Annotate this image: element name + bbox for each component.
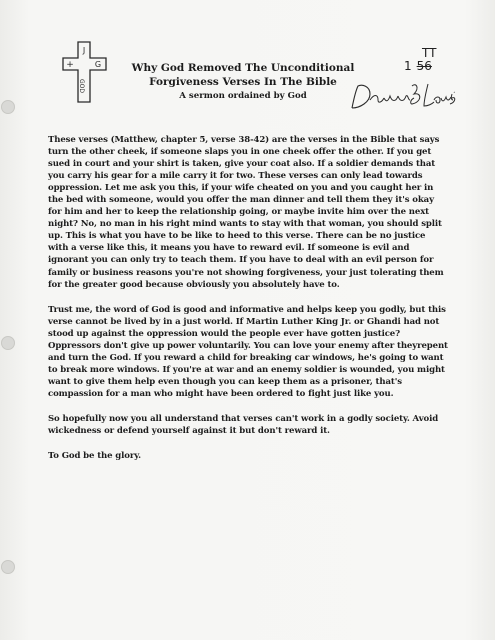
- author-signature: [348, 80, 458, 114]
- subtitle: A sermon ordained by God: [179, 91, 307, 101]
- cross-letter-plus: +: [66, 60, 74, 70]
- title-line-1: Why God Removed The Unconditional: [131, 62, 355, 74]
- page-number-struck: 56: [416, 59, 432, 73]
- title-line-2: Forgiveness Verses In The Bible: [149, 76, 337, 88]
- cross-letter-j: J: [82, 46, 86, 55]
- sermon-header: [118, 61, 368, 103]
- paragraph-2: Trust me, the word of God is good and informative and helps keep you godly, but this verse cannot be lived by in a just world. If Martin Luther King Jr. or Ghandi had not stood up against the oppression would the people ever have gotten justice? Oppressors don't give up power voluntarily. You can love your enemy after theyrepent and turn the God. If you reward a child for breaking car windows, he's going to want to break more windows. If you're at war and an enemy soldier is wounded, you might want to give them help even though you can keep them as a prisoner, that's compassion for a man who might have been ordered to fight just like you.: [48, 304, 448, 399]
- page-number-current: 1: [404, 59, 412, 73]
- cross-letter-g: G: [94, 60, 102, 69]
- cross-drawing-icon: [60, 40, 110, 104]
- punch-hole: [1, 336, 15, 350]
- page-number-top: TT: [422, 46, 437, 60]
- closing-line: To God be the glory.: [48, 451, 141, 462]
- page-number-bottom: [404, 59, 432, 73]
- signature-text: Davon B Lewis: [348, 80, 356, 81]
- cross-word-god: GOD: [78, 79, 85, 93]
- paragraph-1: These verses (Matthew, chapter 5, verse 38-42) are the verses in the Bible that says turn the other cheek, if someone slaps you in one cheek offer the other. If you get sued in court and your shirt is taken, give your coat also. If a soldier demands that you carry his gear for a mile carry it for two. These verses can only lead towards oppression. Let me ask you this, if your wife cheated on you and you caught her in the bed with someone, would you offer the man dinner and tell them they it's okay for him and her to keep the relationship going, or maybe invite him over the next night? No, no man in his right mind wants to stay with that woman, you should split up. This is what you have to be like to heed to this verse. There can be no justice with a verse like this, it means you have to reward evil. If someone is evil and ignorant you can only try to teach them. If you have to deal with an evil person for family or business reasons you're not showing forgiveness, your just tolerating them for the greater good because obviously you absolutely have to.: [48, 135, 444, 290]
- sermon-body: [48, 134, 448, 475]
- paragraph-3: So hopefully now you all understand that verses can't work in a godly society. Avoid wickedness or defend yourself against it but don't reward it.: [48, 413, 439, 437]
- punch-hole: [1, 100, 15, 114]
- punch-hole: [1, 560, 15, 574]
- handwritten-page-number: [400, 46, 450, 76]
